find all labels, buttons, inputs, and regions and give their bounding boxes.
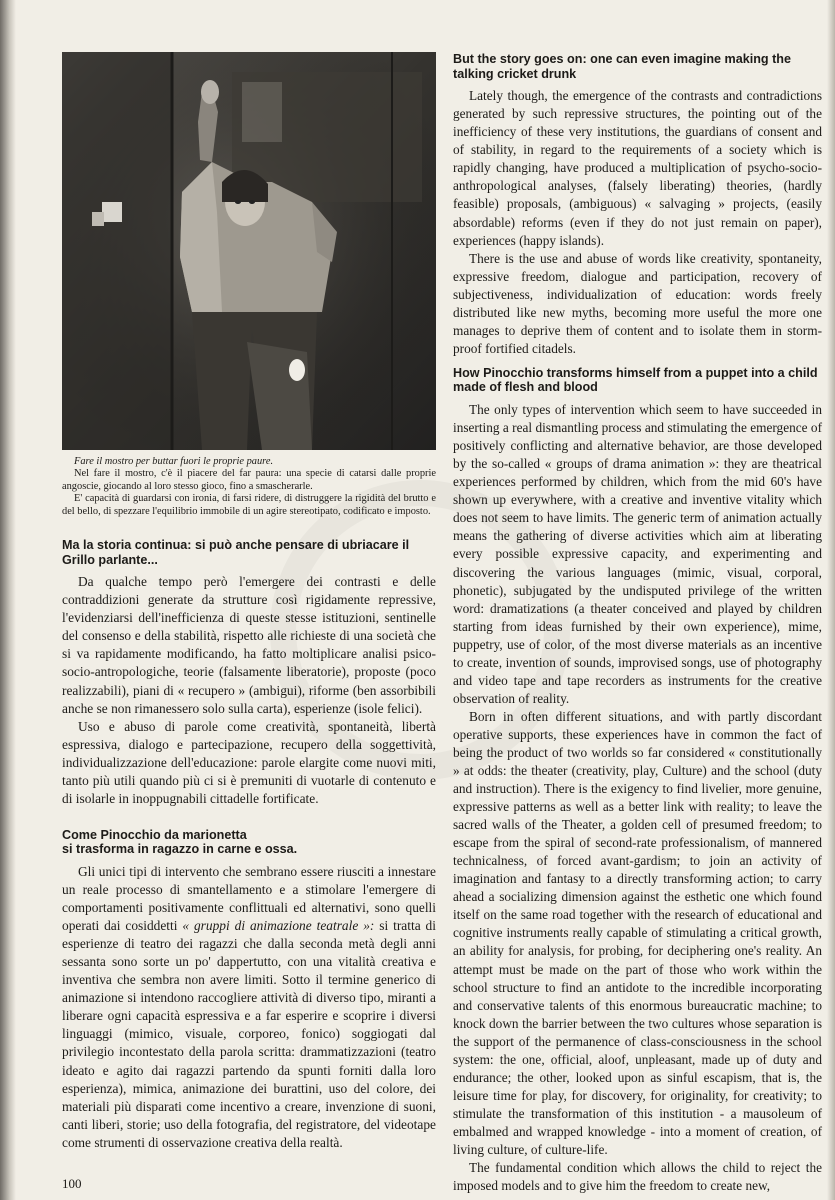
caption-paragraph: E' capacità di guardarsi con ironia, di farsi ridere, di distruggere la rigidità del brutto e del bello, di spezzare l'equilibrio immobile di un agire stereotipato, codificato e imposto. <box>62 493 436 517</box>
paragraph: Da qualche tempo però l'emergere dei contrasti e delle contraddizioni generate da strutture così rigidamente repressive, l'evidenziarsi dell'inefficienza di queste stesse istituzioni, sentinelle del consenso e della stabilità, rispetto alle richieste di una società che si va rapidamente modificando, ha fatto moltiplicare analisi psico-socio-antropologiche, teorie (falsamente liberatorie), proposte (poco realizzabili), piani di « recupero » (ambigui), riforme (ben assorbibili anche se non rimanessero solo sulla carta), esperienze (isole felici). <box>62 574 436 716</box>
caption-paragraph: Nel fare il mostro, c'è il piacere del far paura: una specie di catarsi dalle proprie angoscie, giocando al loro stesso gioco, fino a smascherarle. <box>62 468 436 492</box>
paragraph: There is the use and abuse of words like creativity, spontaneity, expressive freedom, dialogue and participation, recovery of subjectiveness, individualization of education: words freely distributed like new myths, becoming more useful the more one manages to deprive them of content and to isolate them in storm-proof fortified citadels. <box>453 250 822 356</box>
section-heading-english-1: But the story goes on: one can even imagine making the talking cricket drunk <box>453 52 791 81</box>
heading-line: si trasforma in ragazzo in carne e ossa. <box>62 842 298 857</box>
italian-text-section-2 <box>62 863 436 1152</box>
paragraph <box>62 863 436 1152</box>
section-heading-italian-1: Ma la storia continua: si può anche pensare di ubriacare il Grillo parlante... <box>62 538 410 567</box>
paragraph: Born in often different situations, and with partly discordant operative supports, these experiences have in common the fact of being the product of two worlds so far considered « constitutionally » at odds: the theater (creativity, play, Culture) and the school (duty and instruction). There is the exigency to find livelier, more genuine, expressive patterns as well as a better link with reality; to leave the sacred walls of the Theater, a golden cell of presumed freedom; to escape from the spiral of second-rate professionalism, of mannered technicalness, of forced avant-gardism; to join an activity of imagination and fantasy to a directly transforming action; to carry ahead a socializing dimension against the esthetic one which found itself on the same road together with the research of educational and cognitive instruments really capable of stimulating a critical growth, an ability for analysis, for probing, for deciphering one's reality. An attempt must be made on the part of those who work within the school structure to find an antidote to the incredible incorporating and conservative talents of this enormous bureaucratic machine; to knock down the barrier between the two cultures whose separation is the support of the permanence of class-consciousness in the school system: the one, official, aloof, unpleasant, made up of duty and endurance; the other, looked upon as sinful escapism, that is, the leisure time for play, for discovery, for originality, for creativity; to stimulate the transformation of this institution - a mausoleum of embalmed and wrapped knowledge - into a moment of creation, of living culture, of culture-life. <box>453 708 822 1157</box>
italian-text-section-1 <box>62 573 436 808</box>
page-edge <box>827 0 835 1200</box>
heading-line: Come Pinocchio da marionetta <box>62 827 247 842</box>
photo-caption <box>62 456 436 518</box>
paragraph: The fundamental condition which allows the child to reject the imposed models and to give him the freedom to create new, <box>453 1160 822 1194</box>
caption-title: Fare il mostro per buttar fuori le proprie paure. <box>74 456 274 467</box>
right-column <box>453 52 822 1195</box>
english-text-section-1 <box>453 87 822 358</box>
page-number: 100 <box>62 1176 82 1191</box>
page-gutter-shadow <box>0 0 16 1200</box>
english-text-section-2 <box>453 401 822 1195</box>
left-column <box>62 52 436 1152</box>
paragraph: The only types of intervention which seem to have succeeded in inserting a real dismantling process and stimulating the emergence of positively conflicting and alternative behavior, are those developed by the so-called « groups of drama animation »: they are theatrical experiences performed by children, which from the mid 60's have shown up everywhere, with a creative and inventive vitality which does not seem to have limits. The generic term of animation actually means the gathering of diverse activities which aim at liberating every possible expressive capacity, and experimenting and discovering the various languages (mimic, visual, corporal, phonetic), subjugated by the undisputed privilege of the written word: dramatizations (a theater conceived and played by children starting from ideas furnished by their own experience), mime, puppetry, use of color, of the most diverse materials as an incentive to create, invention of sounds, improvised songs, use of photography and video tape and tape recorders as instruments for the creative observation of reality. <box>453 402 822 706</box>
paragraph-end: si tratta di esperienze di teatro dei ragazzi che dalla seconda metà degli anni sessanta sono sorte un po' dappertutto, con una vitalità creativa e inventiva che sembra non avere limiti. Sotto il termine generico di animazione si intendono raccogliere attività di diverso tipo, miranti a liberare ogni capacità espressiva e a far esperire e scoprire i diversi linguaggi (mimico, visuale, corporeo, fonico) soggiogati dal privilegio incontestato della parola scritta: drammatizzazioni (teatro ideato e agito dai ragazzi partendo da spunti forniti dalla loro esperienza), mimica, animazione dei burattini, uso del colore, dei materiali più disparati come incentivo a creare, invenzione di suoni, canti liberi, storie; uso della fotografia, del registratore, del videotape come strumenti di osservazione creativa della realtà. <box>62 918 436 1150</box>
section-heading-italian-2 <box>62 828 436 857</box>
photo-illustration <box>62 52 436 450</box>
paragraph-start: Gli unici tipi di intervento che sembrano essere riusciti a innestare un reale processo di smantellamento e a stimolare l'emergere di comportamenti positivamente conflittuali ed alternativi, sono quelli operati dai cosiddetti <box>62 864 436 934</box>
photo-child-monster <box>62 52 436 450</box>
paragraph: Uso e abuso di parole come creatività, spontaneità, libertà espressiva, dialogo e partecipazione, recupero della soggettività, individualizzazione dell'educazione: parole elargite come nuovi miti, tanto più utili quando più ci si è premuniti di vuotarle di contenuto e di isolarle in inoppugnabili cittadelle fortificate. <box>62 718 436 806</box>
paragraph: Lately though, the emergence of the contrasts and contradictions generated by such repressive structures, the pointing out of the inefficiency of these very institutions, the guardians of consent and of stability, in regard to the requirements of a society which is rapidly changing, have produced a multiplication of psycho-socio-anthropological analyses, (falsely liberating) theories, (hardly feasible) proposals, (ambiguous) « salvaging » projects, (easily absordable) reforms (even if they do not just remain on paper), experiences (happy islands). <box>453 88 822 248</box>
section-heading-english-2: How Pinocchio transforms himself from a puppet into a child made of flesh and blood <box>453 365 818 395</box>
italic-term: « gruppi di animazione teatrale »: <box>182 918 375 934</box>
